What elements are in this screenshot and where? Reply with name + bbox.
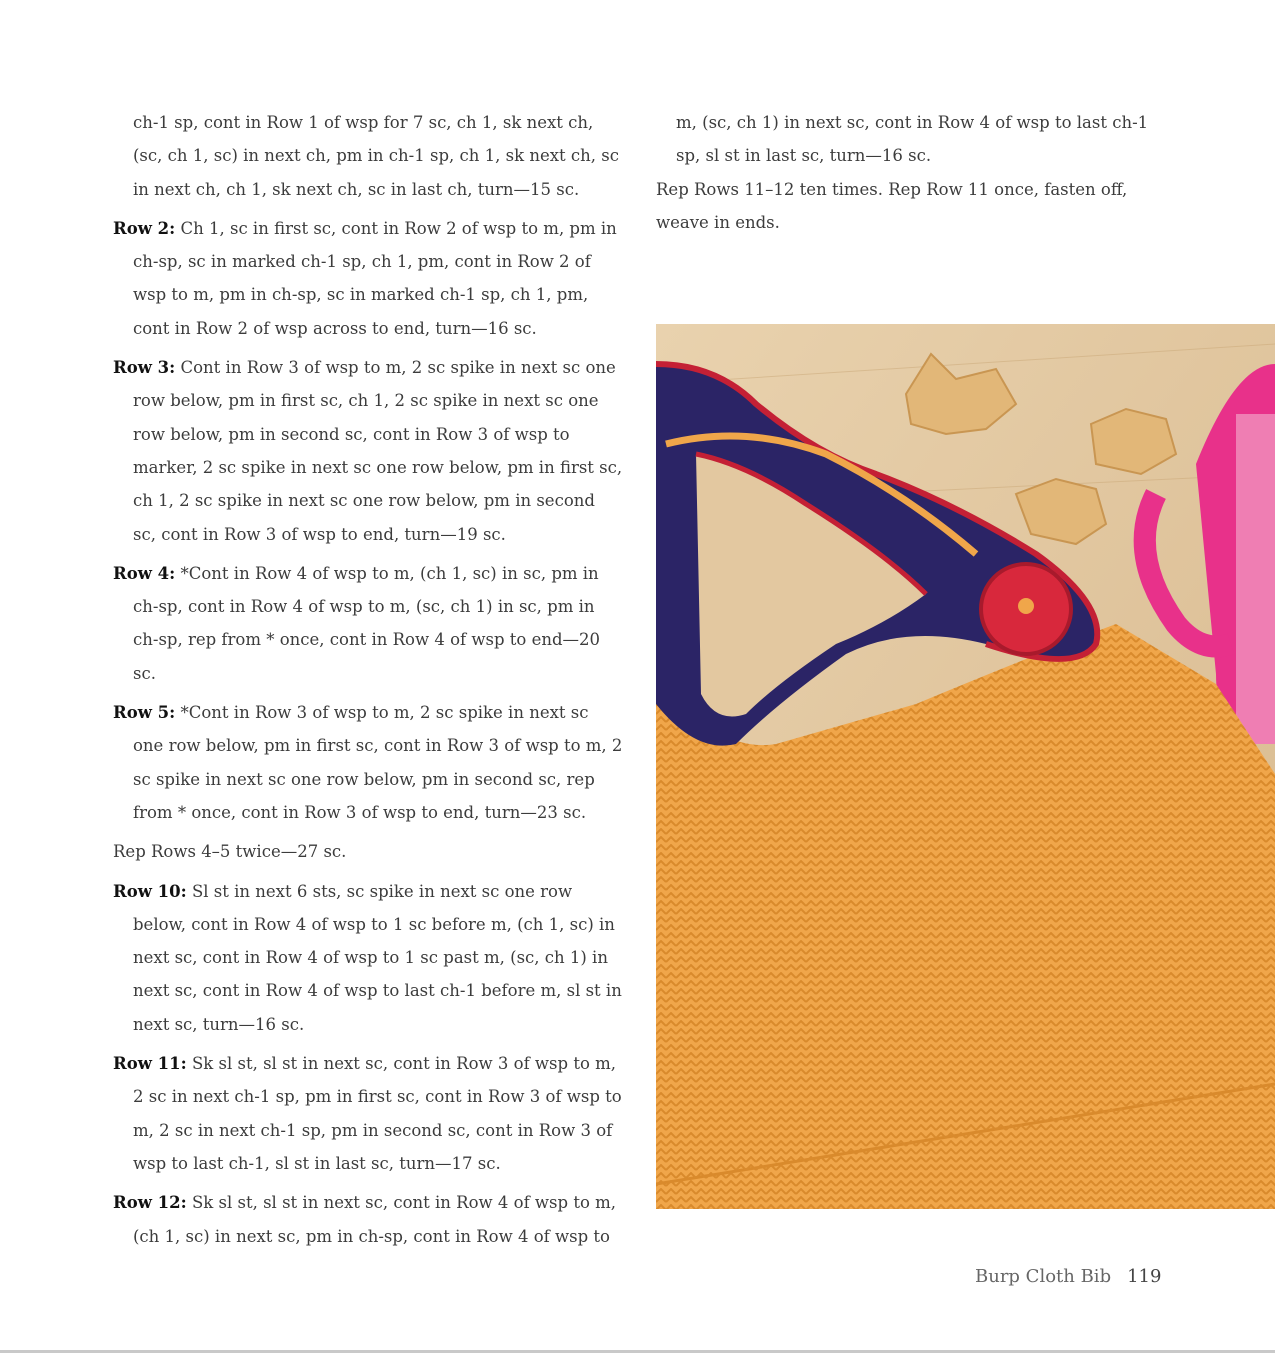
instruction-row-4: Row 4: *Cont in Row 4 of wsp to m, (ch 1, sc) in sc, pm in ch-sp, cont in Row 4 of wsp to m, (sc, ch 1) in sc, pm in ch-sp, rep from * once, cont in Row 4 of wsp to end—20 sc. [113, 563, 601, 683]
instruction-row-2: Row 2: Ch 1, sc in first sc, cont in Row 2 of wsp to m, pm in ch-sp, sc in marked ch-1 sp, ch 1, pm, cont in Row 2 of wsp to m, pm in ch-sp, sc in marked ch-1 sp, ch 1, pm, cont in Row 2 of wsp across to end, turn—16 sc. [113, 218, 617, 338]
right-text-column [656, 106, 1156, 245]
page-footer [975, 1266, 1161, 1287]
row-label: Row 3: [113, 358, 176, 378]
instruction-continuation: ch-1 sp, cont in Row 1 of wsp for 7 sc, ch 1, sk next ch, (sc, ch 1, sc) in next ch, pm in ch-1 sp, ch 1, sk next ch, sc in next ch, ch 1, sk next ch, sc in last ch, turn—15 sc. [133, 113, 619, 199]
row-label: Row 12: [113, 1193, 187, 1213]
row-label: Row 10: [113, 881, 187, 901]
row-label: Row 11: [113, 1054, 187, 1074]
instruction-row-11: Row 11: Sk sl st, sl st in next sc, cont in Row 3 of wsp to m, 2 sc in next ch-1 sp, pm in first sc, cont in Row 3 of wsp to m, 2 sc in next ch-1 sp, pm in second sc, cont in Row 3 of wsp to last ch-1, sl st in last sc, turn—17 sc. [113, 1054, 622, 1173]
row-label: Row 4: [113, 563, 176, 583]
row-label: Row 5: [113, 703, 176, 723]
instruction-row-10: Row 10: Sl st in next 6 sts, sc spike in next sc one row below, cont in Row 4 of wsp to 1 sc before m, (ch 1, sc) in next sc, cont in Row 4 of wsp to 1 sc past m, (sc, ch 1) in next sc, cont in Row 4 of wsp to last ch-1 before m, sl st in next sc, turn—16 sc. [113, 881, 622, 1034]
running-title: Burp Cloth Bib [975, 1266, 1112, 1287]
instruction-row-12: Row 12: Sk sl st, sl st in next sc, cont in Row 4 of wsp to m, (ch 1, sc) in next sc, pm in ch-sp, cont in Row 4 of wsp to [113, 1193, 617, 1246]
bib-photo [656, 324, 1275, 1209]
instruction-repeat: Rep Rows 4–5 twice—27 sc. [113, 842, 347, 862]
instruction-continuation: m, (sc, ch 1) in next sc, cont in Row 4 of wsp to last ch-1 sp, sl st in last sc, turn—16 sc. [676, 113, 1149, 166]
instruction-row-3: Row 3: Cont in Row 3 of wsp to m, 2 sc spike in next sc one row below, pm in first sc, ch 1, 2 sc spike in next sc one row below, pm in second sc, cont in Row 3 of wsp to marker, 2 sc spike in next sc one row below, pm in first sc, ch 1, 2 sc spike in next sc one row below, pm in second sc, cont in Row 3 of wsp to end, turn—19 sc. [113, 358, 623, 544]
instruction-finish: Rep Rows 11–12 ten times. Rep Row 11 once, fasten off, weave in ends. [656, 179, 1128, 232]
page-number: 119 [1127, 1266, 1162, 1287]
row-label: Row 2: [113, 218, 176, 238]
left-text-column [113, 106, 623, 1259]
instruction-row-5: Row 5: *Cont in Row 3 of wsp to m, 2 sc spike in next sc one row below, pm in first sc, cont in Row 3 of wsp to m, 2 sc spike in next sc one row below, pm in second sc, rep from * once, cont in Row 3 of wsp to end, turn—23 sc. [113, 703, 623, 822]
